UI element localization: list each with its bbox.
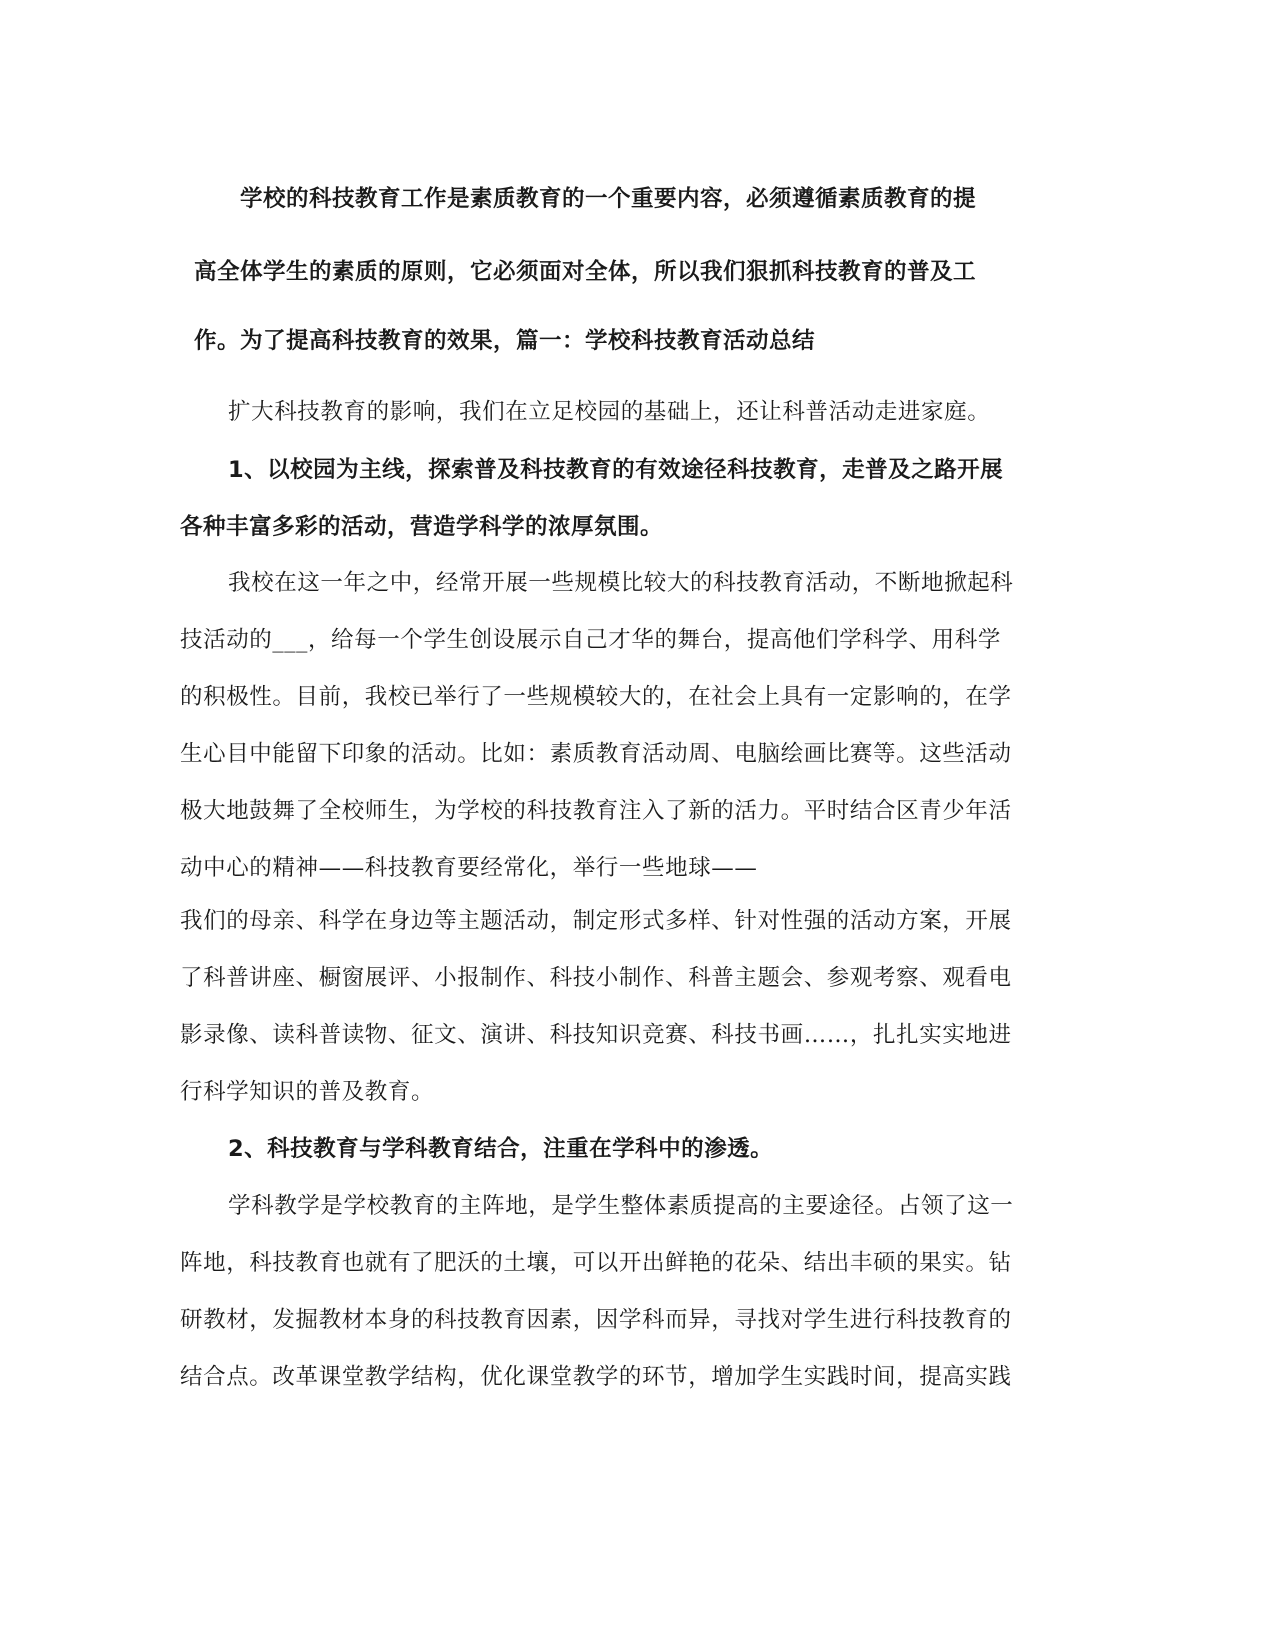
paragraph-2-line-5: 极大地鼓舞了全校师生，为学校的科技教育注入了新的活力。平时结合区青少年活 xyxy=(180,798,1012,824)
paragraph-2-line-1: 我校在这一年之中，经常开展一些规模比较大的科技教育活动，不断地掀起科 xyxy=(228,570,1014,596)
paragraph-1: 扩大科技教育的影响，我们在立足校园的基础上，还让科普活动走进家庭。 xyxy=(228,399,991,425)
heading-1-line-1: 1、以校园为主线，探索普及科技教育的有效途径科技教育，走普及之路开展 xyxy=(228,457,1004,483)
paragraph-2-line-7: 我们的母亲、科学在身边等主题活动，制定形式多样、针对性强的活动方案，开展 xyxy=(180,908,1012,934)
intro-line-2: 高全体学生的素质的原则，它必须面对全体，所以我们狠抓科技教育的普及工 xyxy=(194,259,977,285)
paragraph-2-line-10: 行科学知识的普及教育。 xyxy=(180,1079,435,1105)
paragraph-3-line-1: 学科教学是学校教育的主阵地，是学生整体素质提高的主要途径。占领了这一 xyxy=(228,1193,1014,1219)
heading-2: 2、科技教育与学科教育结合，注重在学科中的渗透。 xyxy=(228,1136,774,1162)
intro-line-1: 学校的科技教育工作是素质教育的一个重要内容，必须遵循素质教育的提 xyxy=(240,186,977,212)
paragraph-2-line-9: 影录像、读科普读物、征文、演讲、科技知识竞赛、科技书画……，扎扎实实地进 xyxy=(180,1022,1012,1048)
paragraph-2-line-2: 技活动的___，给每一个学生创设展示自己才华的舞台，提高他们学科学、用科学 xyxy=(180,627,1001,653)
paragraph-3-line-3: 研教材，发掘教材本身的科技教育因素，因学科而异，寻找对学生进行科技教育的 xyxy=(180,1307,1012,1333)
paragraph-2-line-4: 生心目中能留下印象的活动。比如：素质教育活动周、电脑绘画比赛等。这些活动 xyxy=(180,741,1012,767)
paragraph-3-line-4: 结合点。改革课堂教学结构，优化课堂教学的环节，增加学生实践时间，提高实践 xyxy=(180,1364,1012,1390)
paragraph-2-line-6: 动中心的精神——科技教育要经常化，举行一些地球—— xyxy=(180,855,758,881)
paragraph-2-line-8: 了科普讲座、橱窗展评、小报制作、科技小制作、科普主题会、参观考察、观看电 xyxy=(180,965,1012,991)
paragraph-3-line-2: 阵地，科技教育也就有了肥沃的土壤，可以开出鲜艳的花朵、结出丰硕的果实。钻 xyxy=(180,1250,1012,1276)
paragraph-2-line-3: 的积极性。目前，我校已举行了一些规模较大的，在社会上具有一定影响的，在学 xyxy=(180,684,1012,710)
heading-1-line-2: 各种丰富多彩的活动，营造学科学的浓厚氛围。 xyxy=(180,514,664,540)
intro-line-3: 作。为了提高科技教育的效果，篇一：学校科技教育活动总结 xyxy=(194,328,816,354)
